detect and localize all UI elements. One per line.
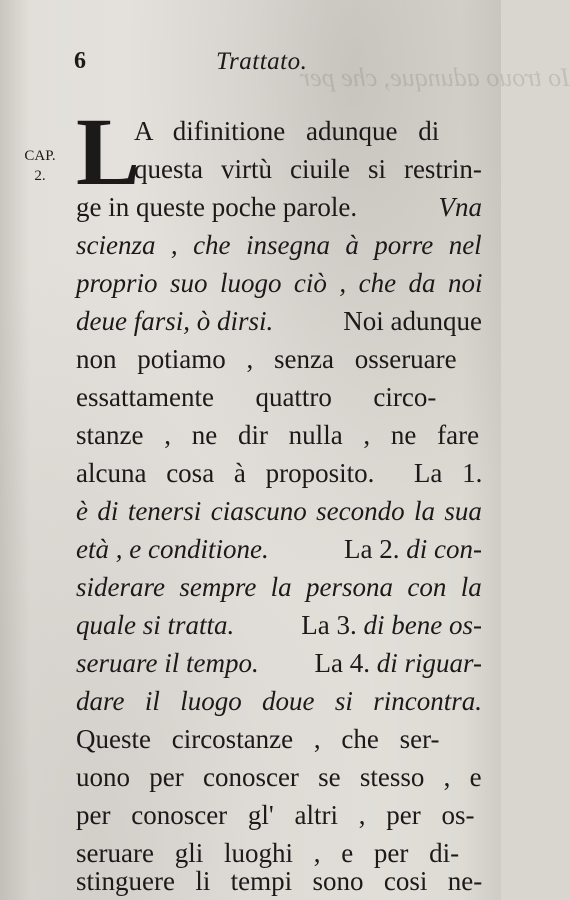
text-line-17 <box>76 720 482 758</box>
text-line-9 <box>76 416 482 454</box>
text-line-10 <box>76 454 482 492</box>
line-italic: dare il luogo doue si rincontra. <box>76 686 482 716</box>
text-line-7 <box>76 340 482 378</box>
text-line-8 <box>76 378 482 416</box>
line-italic: è di tenersi ciascuno secondo la sua <box>76 496 482 526</box>
text-line-5 <box>76 264 482 302</box>
line-text: questa virtù ciuile si restrin- <box>134 154 482 184</box>
text-line-2 <box>134 150 482 188</box>
text-line-4 <box>76 226 482 264</box>
text-line-6 <box>76 302 482 340</box>
text-line-21 <box>76 862 482 900</box>
line-italic: seruare il tempo. <box>76 648 259 678</box>
text-line-3 <box>76 188 482 226</box>
line-text: non potiamo , senza osseruare <box>76 344 457 374</box>
line-text <box>301 606 482 644</box>
line-italic: scienza , che insegna à porre nel <box>76 230 482 260</box>
line-text-tail: di con- <box>406 534 482 564</box>
marginal-number: 2. <box>34 168 46 184</box>
text-line-13 <box>76 568 482 606</box>
line-italic: proprio suo luogo ciò , che da noi <box>76 268 483 298</box>
line-italic: deue farsi, ò dirsi. <box>76 306 274 336</box>
line-text: alcuna cosa à proposito. La 1. <box>76 458 483 488</box>
line-italic: siderare sempre la persona con la <box>76 572 482 602</box>
line-italic: quale si tratta. <box>76 610 235 640</box>
line-text: per conoscer gl' altri , per os- <box>76 800 475 830</box>
text-line-11 <box>76 492 482 530</box>
line-text-roman: La 2. <box>344 534 400 564</box>
chapter-marginal-note <box>18 146 62 186</box>
line-text: ge in queste poche parole. <box>76 192 358 222</box>
line-text: Queste circostanze , che ser- <box>76 724 440 754</box>
marginal-cap: CAP. <box>24 148 56 164</box>
line-italic: Vna <box>438 192 482 222</box>
line-text: A difinitione adunque di <box>134 116 440 146</box>
text-line-1 <box>134 112 482 150</box>
line-text: Noi adunque <box>343 306 482 336</box>
line-text-roman: La 3. <box>301 610 357 640</box>
line-text: stinguere li tempi sono cosi ne- <box>76 866 483 896</box>
text-line-14 <box>76 606 482 644</box>
running-head: Trattato. <box>216 48 308 75</box>
text-line-19 <box>76 796 482 834</box>
text-line-15 <box>76 644 482 682</box>
line-text-roman: La 4. <box>314 648 371 678</box>
line-italic: età , e conditione. <box>76 534 269 564</box>
show-through-text: Io trouo adunque, che per <box>300 63 570 92</box>
text-line-12 <box>76 530 482 568</box>
page-number: 6 <box>74 48 86 74</box>
line-text: uono per conoscer se stesso , e <box>76 762 482 792</box>
line-text-tail: di bene os- <box>363 610 482 640</box>
line-text <box>344 530 482 568</box>
text-line-18 <box>76 758 482 796</box>
text-line-16 <box>76 682 482 720</box>
line-text-tail: di riguar- <box>376 648 482 678</box>
line-text: seruare gli luoghi , e per di- <box>76 838 460 868</box>
line-text: essattamente quattro circo- <box>76 382 437 412</box>
line-text <box>315 644 482 682</box>
line-text: stanze , ne dir nulla , ne fare <box>76 420 480 450</box>
drop-cap: L <box>76 98 141 205</box>
